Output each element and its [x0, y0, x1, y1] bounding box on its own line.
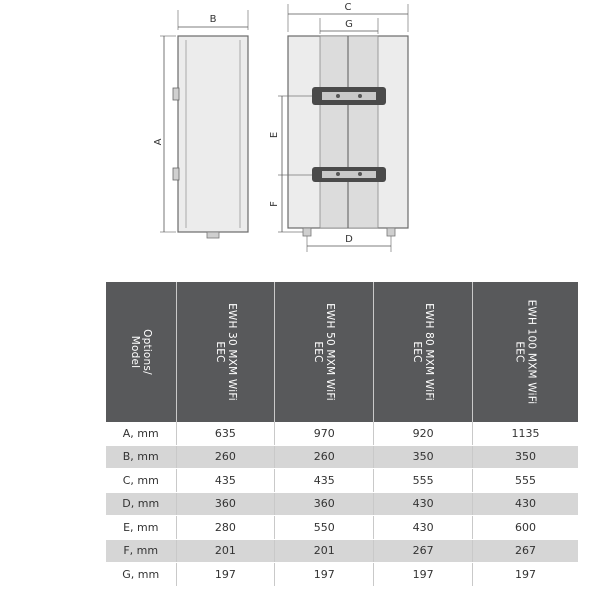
table-cell: 201 — [176, 539, 275, 563]
model-name: EWH 100 MXM WiFi — [525, 299, 538, 404]
table-cell: 430 — [473, 492, 578, 516]
dim-label-g: G — [345, 19, 353, 30]
table-cell: 197 — [374, 563, 473, 587]
dim-label-c: C — [344, 2, 352, 13]
table-row — [106, 492, 578, 516]
table-cell: 197 — [275, 563, 374, 587]
model-suffix: EEC — [513, 340, 526, 363]
table-row — [106, 539, 578, 563]
header-options-model — [106, 282, 176, 422]
table-row — [106, 516, 578, 540]
header-model-ewh-50 — [275, 282, 374, 422]
table-cell: 550 — [275, 516, 374, 540]
header-model-ewh-100 — [473, 282, 578, 422]
table-cell: 360 — [275, 492, 374, 516]
dim-label-e: E — [269, 131, 280, 139]
table-cell: 260 — [275, 445, 374, 469]
side-view-bottom-bracket — [173, 168, 179, 180]
dim-label-b: B — [209, 14, 217, 25]
front-view-center-panel — [320, 36, 378, 228]
table-cell: 350 — [374, 445, 473, 469]
specification-table — [106, 282, 578, 587]
side-view — [153, 10, 248, 238]
table-cell: 1135 — [473, 422, 578, 445]
table-cell: 197 — [473, 563, 578, 587]
table-cell: 555 — [473, 469, 578, 493]
header-options-line-2: Model — [128, 335, 141, 368]
table-cell: 267 — [473, 539, 578, 563]
water-heater-dimension-drawing — [0, 0, 600, 270]
table-cell: 920 — [374, 422, 473, 445]
table-cell: 201 — [275, 539, 374, 563]
dim-label-a: A — [153, 138, 164, 146]
model-suffix: EEC — [411, 340, 424, 363]
model-suffix: EEC — [312, 340, 325, 363]
model-suffix: EEC — [213, 340, 226, 363]
table-cell: 267 — [374, 539, 473, 563]
side-view-pipe — [207, 232, 219, 238]
table-cell: 350 — [473, 445, 578, 469]
row-label: B, mm — [106, 445, 176, 469]
table-cell: 280 — [176, 516, 275, 540]
table-row — [106, 445, 578, 469]
table-cell: 430 — [374, 516, 473, 540]
table-header-row — [106, 282, 578, 422]
model-name: EWH 80 MXM WiFi — [423, 302, 436, 401]
row-label: D, mm — [106, 492, 176, 516]
table-cell: 600 — [473, 516, 578, 540]
row-label: E, mm — [106, 516, 176, 540]
table-cell: 435 — [275, 469, 374, 493]
row-label: G, mm — [106, 563, 176, 587]
table-row — [106, 422, 578, 445]
dim-label-d: D — [345, 234, 353, 245]
row-label: C, mm — [106, 469, 176, 493]
table-row — [106, 563, 578, 587]
model-name: EWH 30 MXM WiFi — [225, 302, 238, 401]
model-name: EWH 50 MXM WiFi — [324, 302, 337, 401]
row-label: F, mm — [106, 539, 176, 563]
header-options-line-1: Options/ — [140, 328, 153, 375]
table-cell: 555 — [374, 469, 473, 493]
side-view-top-bracket — [173, 88, 179, 100]
table-cell: 435 — [176, 469, 275, 493]
side-view-body — [178, 36, 248, 232]
table-cell: 260 — [176, 445, 275, 469]
front-view-right-pipe — [387, 228, 395, 236]
table-row — [106, 469, 578, 493]
table-cell: 970 — [275, 422, 374, 445]
front-view — [269, 2, 408, 252]
table-cell: 635 — [176, 422, 275, 445]
table-cell: 360 — [176, 492, 275, 516]
header-model-ewh-30 — [176, 282, 275, 422]
table-cell: 197 — [176, 563, 275, 587]
dim-label-f: F — [269, 201, 280, 207]
row-label: A, mm — [106, 422, 176, 445]
table-cell: 430 — [374, 492, 473, 516]
front-view-left-pipe — [303, 228, 311, 236]
header-model-ewh-80 — [374, 282, 473, 422]
